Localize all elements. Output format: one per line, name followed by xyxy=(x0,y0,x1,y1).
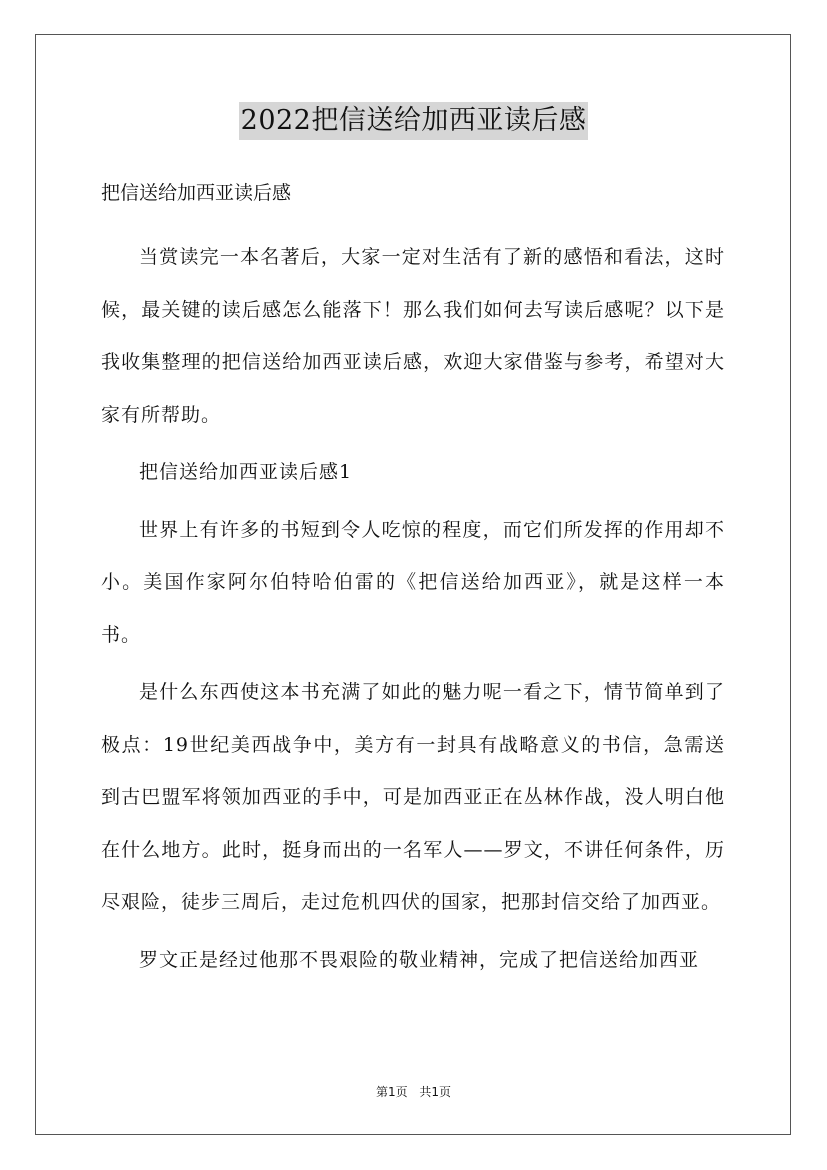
paragraph-intro: 当赏读完一本名著后，大家一定对生活有了新的感悟和看法，这时候，最关键的读后感怎么能落下！那么我们如何去写读后感呢？以下是我收集整理的把信送给加西亚读后感，欢迎大家借鉴与参考，希望对大家有所帮助。 xyxy=(101,246,725,426)
document-subtitle: 把信送给加西亚读后感 xyxy=(101,182,292,204)
section-heading: 把信送给加西亚读后感1 xyxy=(139,461,353,483)
paragraph: 是什么东西使这本书充满了如此的魅力呢一看之下，情节简单到了极点：19世纪美西战争中，美方有一封具有战略意义的书信，急需送到古巴盟军将领加西亚的手中，可是加西亚正在丛林作战，没人明白他在什么地方。此时，挺身而出的一名军人——罗文，不讲任何条件，历尽艰险，徒步三周后，走过危机四伏的国家，把那封信交给了加西亚。 xyxy=(101,681,725,913)
paragraph: 罗文正是经过他那不畏艰险的敬业精神，完成了把信送给加西亚 xyxy=(139,948,700,971)
document-body xyxy=(101,231,725,991)
page-footer xyxy=(0,1083,827,1101)
title-container xyxy=(0,102,827,140)
page-number: 第1页 xyxy=(375,1085,408,1099)
document-title: 2022把信送给加西亚读后感 xyxy=(239,102,589,140)
page-total: 共1页 xyxy=(419,1085,452,1099)
paragraph: 世界上有许多的书短到令人吃惊的程度，而它们所发挥的作用却不小。美国作家阿尔伯特哈伯雷的《把信送给加西亚》，就是这样一本书。 xyxy=(101,518,725,646)
